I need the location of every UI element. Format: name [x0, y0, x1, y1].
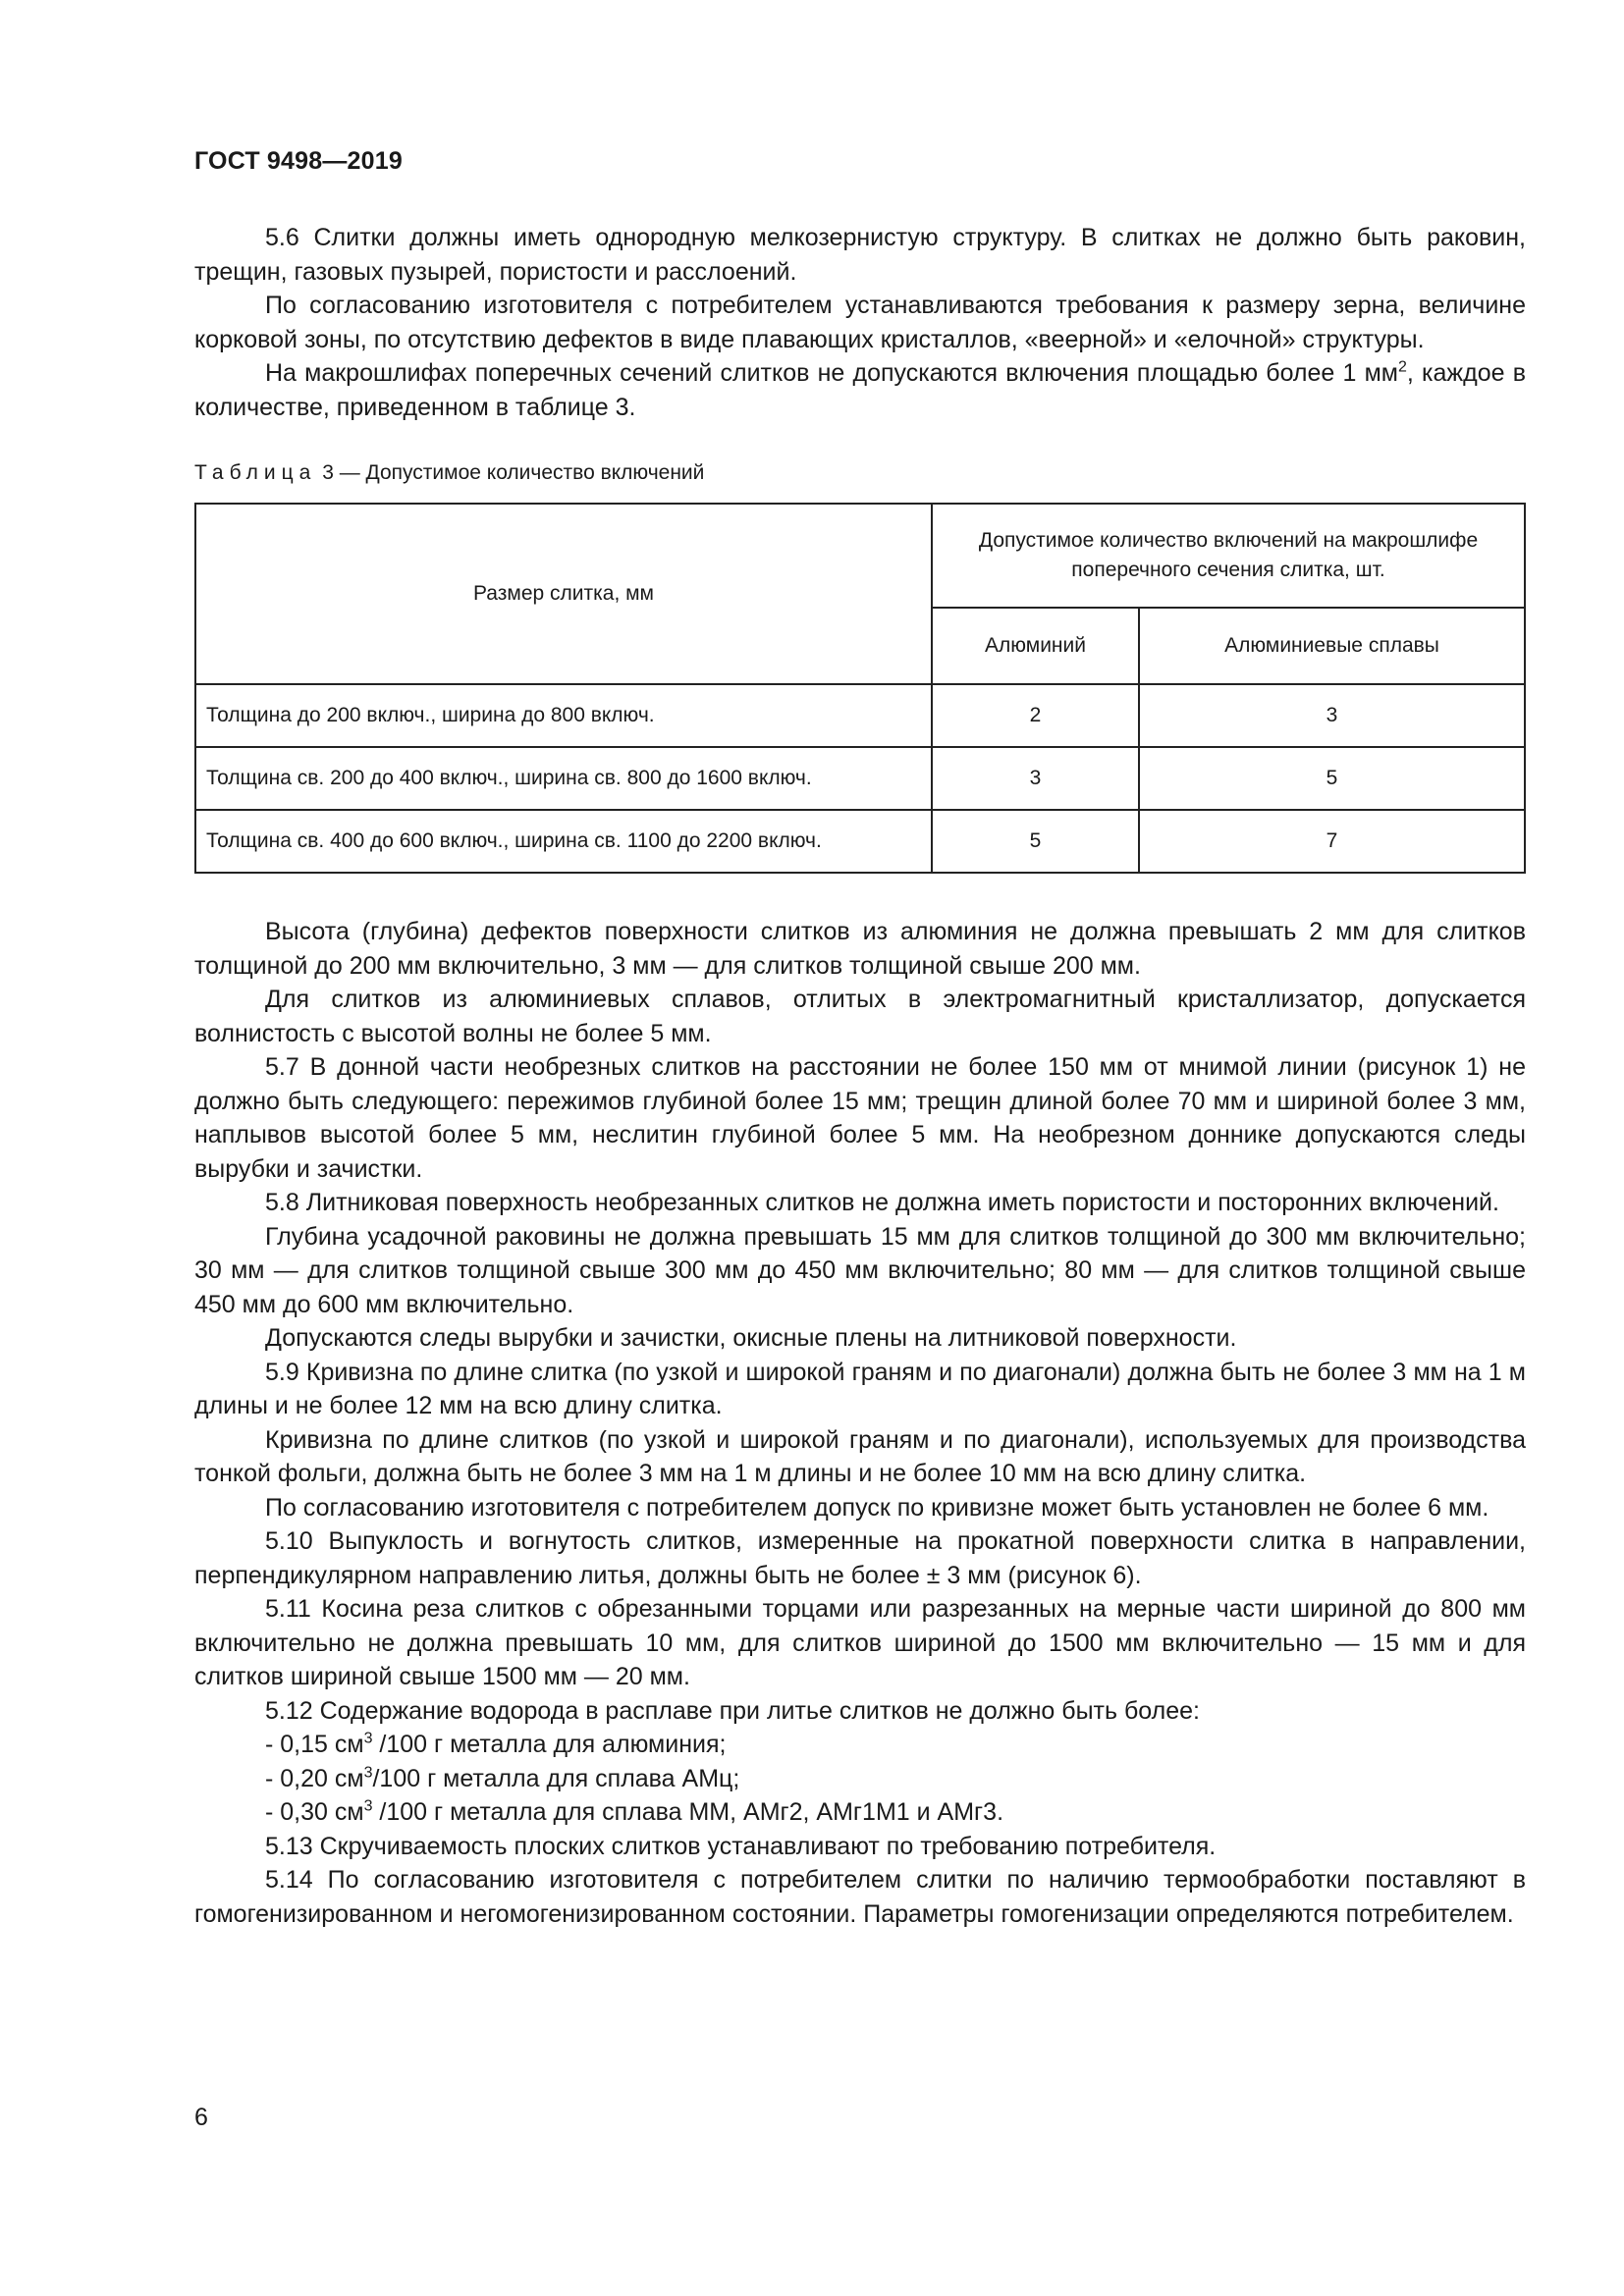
- superscript: 2: [1397, 358, 1407, 376]
- table-header-row: [195, 504, 1525, 608]
- cell-alloys: 3: [1139, 684, 1525, 747]
- col-size-header: Размер слитка, мм: [195, 504, 932, 684]
- paragraph: Глубина усадочной раковины не должна превышать 15 мм для слитков толщиной до 300 мм включительно; 30 мм — для слитков толщиной свыше 300 мм до 450 мм включительно; 80 мм — для слитков толщиной свыше 450 мм до 600 мм включительно.: [194, 1222, 1526, 1318]
- superscript: 3: [363, 1797, 373, 1815]
- paragraph: 5.11 Косина реза слитков с обрезанными торцами или разрезанных на мерные части шириной до 800 мм включительно не должна превышать 10 мм, для слитков шириной до 1500 мм включительно — 15 мм и для слитков шириной свыше 1500 мм — 20 мм.: [194, 1595, 1526, 1690]
- table-row: [195, 684, 1525, 747]
- cell-size: Толщина до 200 включ., ширина до 800 включ.: [195, 684, 932, 747]
- cell-size: Толщина св. 400 до 600 включ., ширина св. 1100 до 2200 включ.: [195, 810, 932, 873]
- text: На макрошлифах поперечных сечений слитков не допускаются включения площадью более 1 мм: [265, 359, 1398, 387]
- list-item: [194, 1762, 1526, 1796]
- cell-alloys: 5: [1139, 747, 1525, 810]
- paragraph: 5.8 Литниковая поверхность необрезанных слитков не должна иметь пористости и посторонних включений.: [265, 1189, 1499, 1216]
- document-page: [194, 147, 1526, 1931]
- text: - 0,15 см: [265, 1731, 364, 1758]
- cell-aluminium: 5: [932, 810, 1139, 873]
- text: /100 г металла для алюминия;: [372, 1731, 727, 1758]
- list-item: [194, 1795, 1526, 1830]
- superscript: 3: [363, 1730, 373, 1747]
- cell-aluminium: 2: [932, 684, 1139, 747]
- table-row: [195, 747, 1525, 810]
- text: /100 г металла для сплава ММ, АМг2, АМг1М1 и АМг3.: [372, 1798, 1004, 1826]
- text: - 0,30 см: [265, 1798, 364, 1826]
- cell-aluminium: 3: [932, 747, 1139, 810]
- table-row: [195, 810, 1525, 873]
- paragraph: 5.14 По согласованию изготовителя с потребителем слитки по наличию термообработки поставляют в гомогенизированном и негомогенизированном состоянии. Параметры гомогенизации определяются потребителем.: [194, 1866, 1526, 1928]
- paragraph: По согласованию изготовителя с потребителем допуск по кривизне может быть установлен не более 6 мм.: [265, 1493, 1489, 1522]
- standard-header: ГОСТ 9498—2019: [194, 147, 403, 175]
- col-aluminium-header: Алюминий: [932, 608, 1139, 684]
- paragraph: 5.10 Выпуклость и вогнутость слитков, измеренные на прокатной поверхности слитка в направлении, перпендикулярном направлению литья, должны быть не более ± 3 мм (рисунок 6).: [194, 1527, 1526, 1589]
- paragraph: Для слитков из алюминиевых сплавов, отлитых в электромагнитный кристаллизатор, допускается волнистость с высотой волны не более 5 мм.: [194, 986, 1526, 1047]
- list-item: [194, 1728, 1526, 1762]
- cell-size: Толщина св. 200 до 400 включ., ширина св. 800 до 1600 включ.: [195, 747, 932, 810]
- caption-word: Таблица: [194, 461, 317, 484]
- caption-text: 3 — Допустимое количество включений: [322, 461, 705, 484]
- table-caption: [194, 461, 1526, 485]
- paragraph: Кривизна по длине слитков (по узкой и широкой граням и по диагонали), используемых для производства тонкой фольги, должна быть не более 3 мм на 1 м длины и не более 10 мм на всю длину слитка.: [194, 1425, 1526, 1487]
- paragraph: 5.12 Содержание водорода в расплаве при литье слитков не должно быть более:: [265, 1696, 1200, 1725]
- paragraph: 5.7 В донной части необрезных слитков на расстоянии не более 150 мм от мнимой линии (рисунок 1) не должно быть следующего: пережимов глубиной более 15 мм; трещин длиной более 70 мм и шириной более 3 мм, наплывов высотой более 5 мм, неслитин глубиной более 5 мм. На необрезном доннике допускаются следы вырубки и зачистки.: [194, 1053, 1526, 1183]
- inclusions-table: [194, 503, 1526, 874]
- paragraph-macro: [194, 356, 1526, 424]
- col-group-header: Допустимое количество включений на макрошлифе поперечного сечения слитка, шт.: [932, 504, 1525, 608]
- page-number: 6: [194, 2104, 208, 2131]
- text: , каждое в количестве, приведенном в таблице 3.: [194, 359, 1526, 421]
- paragraph: 5.9 Кривизна по длине слитка (по узкой и широкой граням и по диагонали) должна быть не более 3 мм на 1 м длины и не более 12 мм на всю длину слитка.: [194, 1358, 1526, 1419]
- paragraph: Высота (глубина) дефектов поверхности слитков из алюминия не должна превышать 2 мм для слитков толщиной до 200 мм включительно, 3 мм — для слитков толщиной свыше 200 мм.: [194, 918, 1526, 980]
- paragraph: 5.6 Слитки должны иметь однородную мелкозернистую структуру. В слитках не должно быть раковин, трещин, газовых пузырей, пористости и расслоений.: [194, 224, 1526, 286]
- text: /100 г металла для сплава АМц;: [372, 1764, 740, 1792]
- cell-alloys: 7: [1139, 810, 1525, 873]
- paragraph: Допускаются следы вырубки и зачистки, окисные плены на литниковой поверхности.: [265, 1324, 1237, 1352]
- superscript: 3: [363, 1764, 373, 1782]
- paragraph: 5.13 Скручиваемость плоских слитков устанавливают по требованию потребителя.: [265, 1832, 1217, 1860]
- paragraph: По согласованию изготовителя с потребителем устанавливаются требования к размеру зерна, величине корковой зоны, по отсутствию дефектов в виде плавающих кристаллов, «веерной» и «елочной» структуры.: [194, 292, 1526, 353]
- text: - 0,20 см: [265, 1764, 364, 1792]
- col-alloys-header: Алюминиевые сплавы: [1139, 608, 1525, 684]
